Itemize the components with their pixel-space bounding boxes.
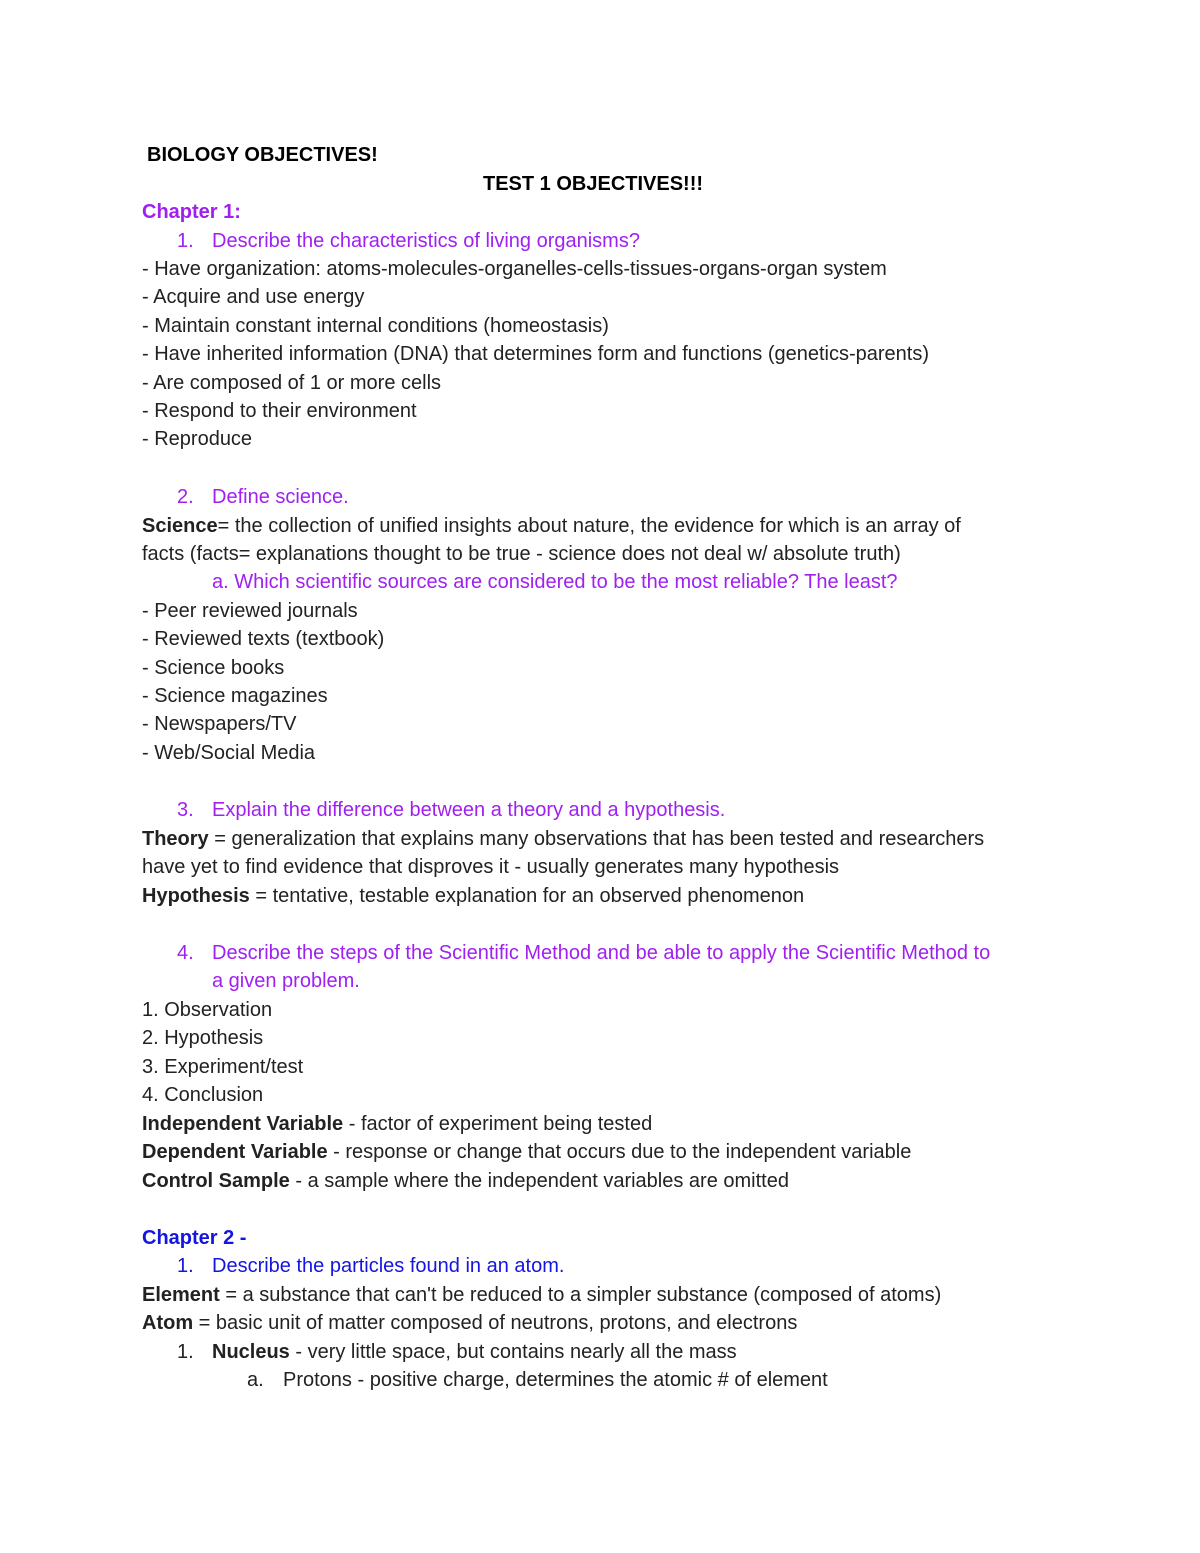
objective-2a-text: a. Which scientific sources are considered to be the most reliable? The least? [212, 571, 898, 593]
science-def-line2: facts (facts= explanations thought to be true - science does not deal w/ absolute truth) [142, 543, 901, 565]
cs-def: - a sample where the independent variables are omitted [289, 1170, 789, 1192]
list-item: - Peer reviewed journals [142, 600, 358, 622]
element-definition [142, 1283, 941, 1307]
method-step: 3. Experiment/test [142, 1056, 304, 1078]
nucleus-number: 1. [177, 1341, 194, 1363]
protons-text: Protons - positive charge, determines the atomic # of element [283, 1369, 828, 1391]
list-item: - Maintain constant internal conditions (homeostasis) [142, 315, 609, 337]
doc-title: BIOLOGY OBJECTIVES! [147, 144, 378, 166]
objective-4-text-line2: a given problem. [212, 970, 360, 992]
chapter2-heading: Chapter 2 - [142, 1227, 247, 1249]
protons-letter: a. [247, 1369, 264, 1391]
list-item: - Have organization: atoms-molecules-organelles-cells-tissues-organs-organ system [142, 258, 887, 280]
method-step: 1. Observation [142, 999, 273, 1021]
theory-def-line2: have yet to find evidence that disproves it - usually generates many hypothesis [142, 856, 840, 878]
nucleus-term: Nucleus [212, 1341, 290, 1363]
objective-1-text: Describe the characteristics of living organisms? [212, 230, 640, 252]
science-def-line1: = the collection of unified insights about nature, the evidence for which is an array of [217, 515, 961, 537]
atom-def: = basic unit of matter composed of neutrons, protons, and electrons [193, 1312, 798, 1334]
list-item: - Respond to their environment [142, 400, 417, 422]
science-term: Science [142, 515, 218, 537]
theory-definition [142, 827, 984, 851]
list-item: - Science books [142, 657, 285, 679]
list-item: - Acquire and use energy [142, 286, 365, 308]
objective-3-number: 3. [177, 799, 194, 821]
objective-3-text: Explain the difference between a theory and a hypothesis. [212, 799, 726, 821]
hypothesis-term: Hypothesis [142, 885, 250, 907]
dependent-variable-definition [142, 1140, 911, 1164]
atom-term: Atom [142, 1312, 194, 1334]
method-step: 2. Hypothesis [142, 1027, 264, 1049]
list-item: - Are composed of 1 or more cells [142, 372, 442, 394]
hypothesis-definition [142, 884, 804, 908]
hypothesis-def: = tentative, testable explanation for an observed phenomenon [249, 885, 805, 907]
ch2-objective-1-number: 1. [177, 1255, 194, 1277]
chapter1-heading: Chapter 1: [142, 201, 241, 223]
dv-term: Dependent Variable [142, 1141, 328, 1163]
element-term: Element [142, 1284, 220, 1306]
cs-term: Control Sample [142, 1170, 290, 1192]
objective-4-number: 4. [177, 942, 194, 964]
objective-4-text-line1: Describe the steps of the Scientific Method and be able to apply the Scientific Method to [212, 942, 991, 964]
dv-def: - response or change that occurs due to the independent variable [327, 1141, 912, 1163]
science-definition [142, 514, 961, 538]
theory-term: Theory [142, 828, 209, 850]
nucleus-definition [212, 1340, 737, 1364]
test-title: TEST 1 OBJECTIVES!!! [483, 173, 704, 195]
list-item: - Reviewed texts (textbook) [142, 628, 385, 650]
list-item: - Have inherited information (DNA) that determines form and functions (genetics-parents) [142, 343, 930, 365]
atom-definition [142, 1311, 797, 1335]
objective-2-number: 2. [177, 486, 194, 508]
theory-def-line1: = generalization that explains many observations that has been tested and researchers [208, 828, 985, 850]
control-sample-definition [142, 1169, 789, 1193]
ch2-objective-1-text: Describe the particles found in an atom. [212, 1255, 565, 1277]
method-step: 4. Conclusion [142, 1084, 264, 1106]
element-def: = a substance that can't be reduced to a simpler substance (composed of atoms) [219, 1284, 942, 1306]
iv-def: - factor of experiment being tested [343, 1113, 653, 1135]
list-item: - Reproduce [142, 428, 253, 450]
independent-variable-definition [142, 1112, 652, 1136]
nucleus-def: - very little space, but contains nearly all the mass [289, 1341, 737, 1363]
list-item: - Newspapers/TV [142, 713, 297, 735]
list-item: - Web/Social Media [142, 742, 316, 764]
list-item: - Science magazines [142, 685, 328, 707]
objective-1-number: 1. [177, 230, 194, 252]
objective-2-text: Define science. [212, 486, 349, 508]
iv-term: Independent Variable [142, 1113, 344, 1135]
